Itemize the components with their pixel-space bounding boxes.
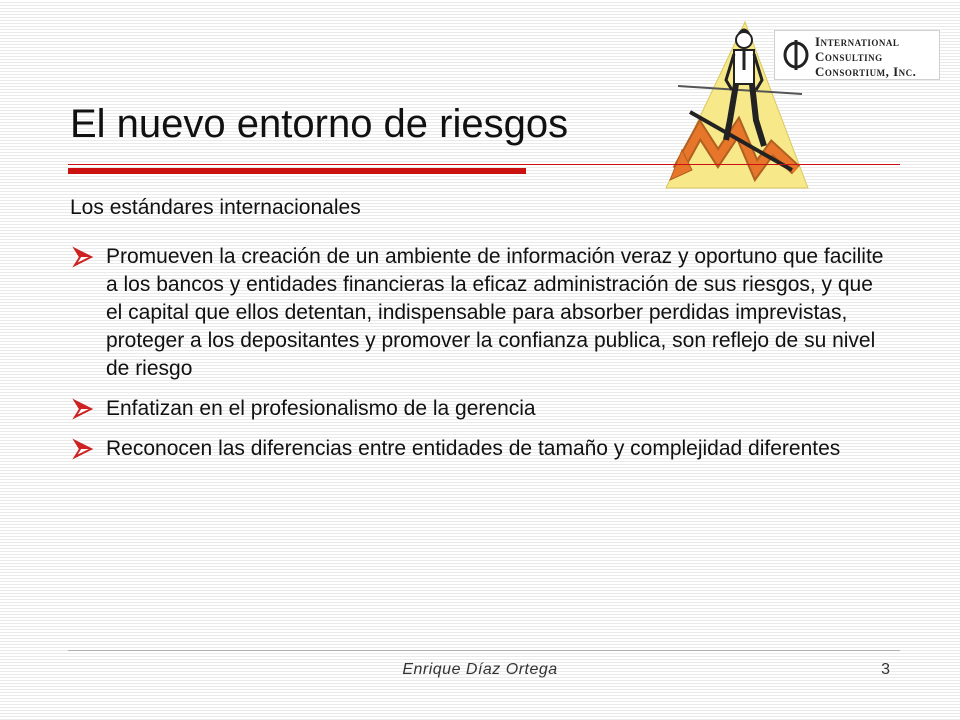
bullet-text: Enfatizan en el profesionalismo de la gerencia [106,397,536,420]
bullet-text: Promueven la creación de un ambiente de información veraz y oportuno que facilite a los bancos y entidades financieras la eficaz administración de sus riesgos, y que el capital que ellos detentan, indispensable para absorber perdidas imprevistas, proteger a los depositantes y promover la confianza publica, son reflejo de su nivel de riesgo [106,245,884,380]
slide-title: El nuevo entorno de riesgos [70,102,569,146]
bullet-item [72,243,892,383]
footer-divider [68,650,900,651]
company-logo [774,30,940,80]
footer-author: Enrique Díaz Ortega [402,661,558,678]
logo-line-1: International [815,34,900,49]
arrowhead-bullet-icon [72,398,94,420]
bullet-list [72,243,892,475]
bullet-item [72,395,892,423]
slide-number: 3 [881,661,890,678]
bullet-item [72,435,892,463]
phi-logo-mark-icon [781,39,811,71]
arrowhead-bullet-icon [72,246,94,268]
logo-line-3: Consortium, Inc. [815,64,917,79]
arrowhead-bullet-icon [72,438,94,460]
slide-subtitle: Los estándares internacionales [70,196,361,219]
title-underline-thick [68,168,526,174]
bullet-text: Reconocen las diferencias entre entidades de tamaño y complejidad diferentes [106,437,841,460]
logo-line-2: Consulting [815,49,883,64]
title-underline-thin [68,164,900,165]
logo-text [815,34,916,79]
